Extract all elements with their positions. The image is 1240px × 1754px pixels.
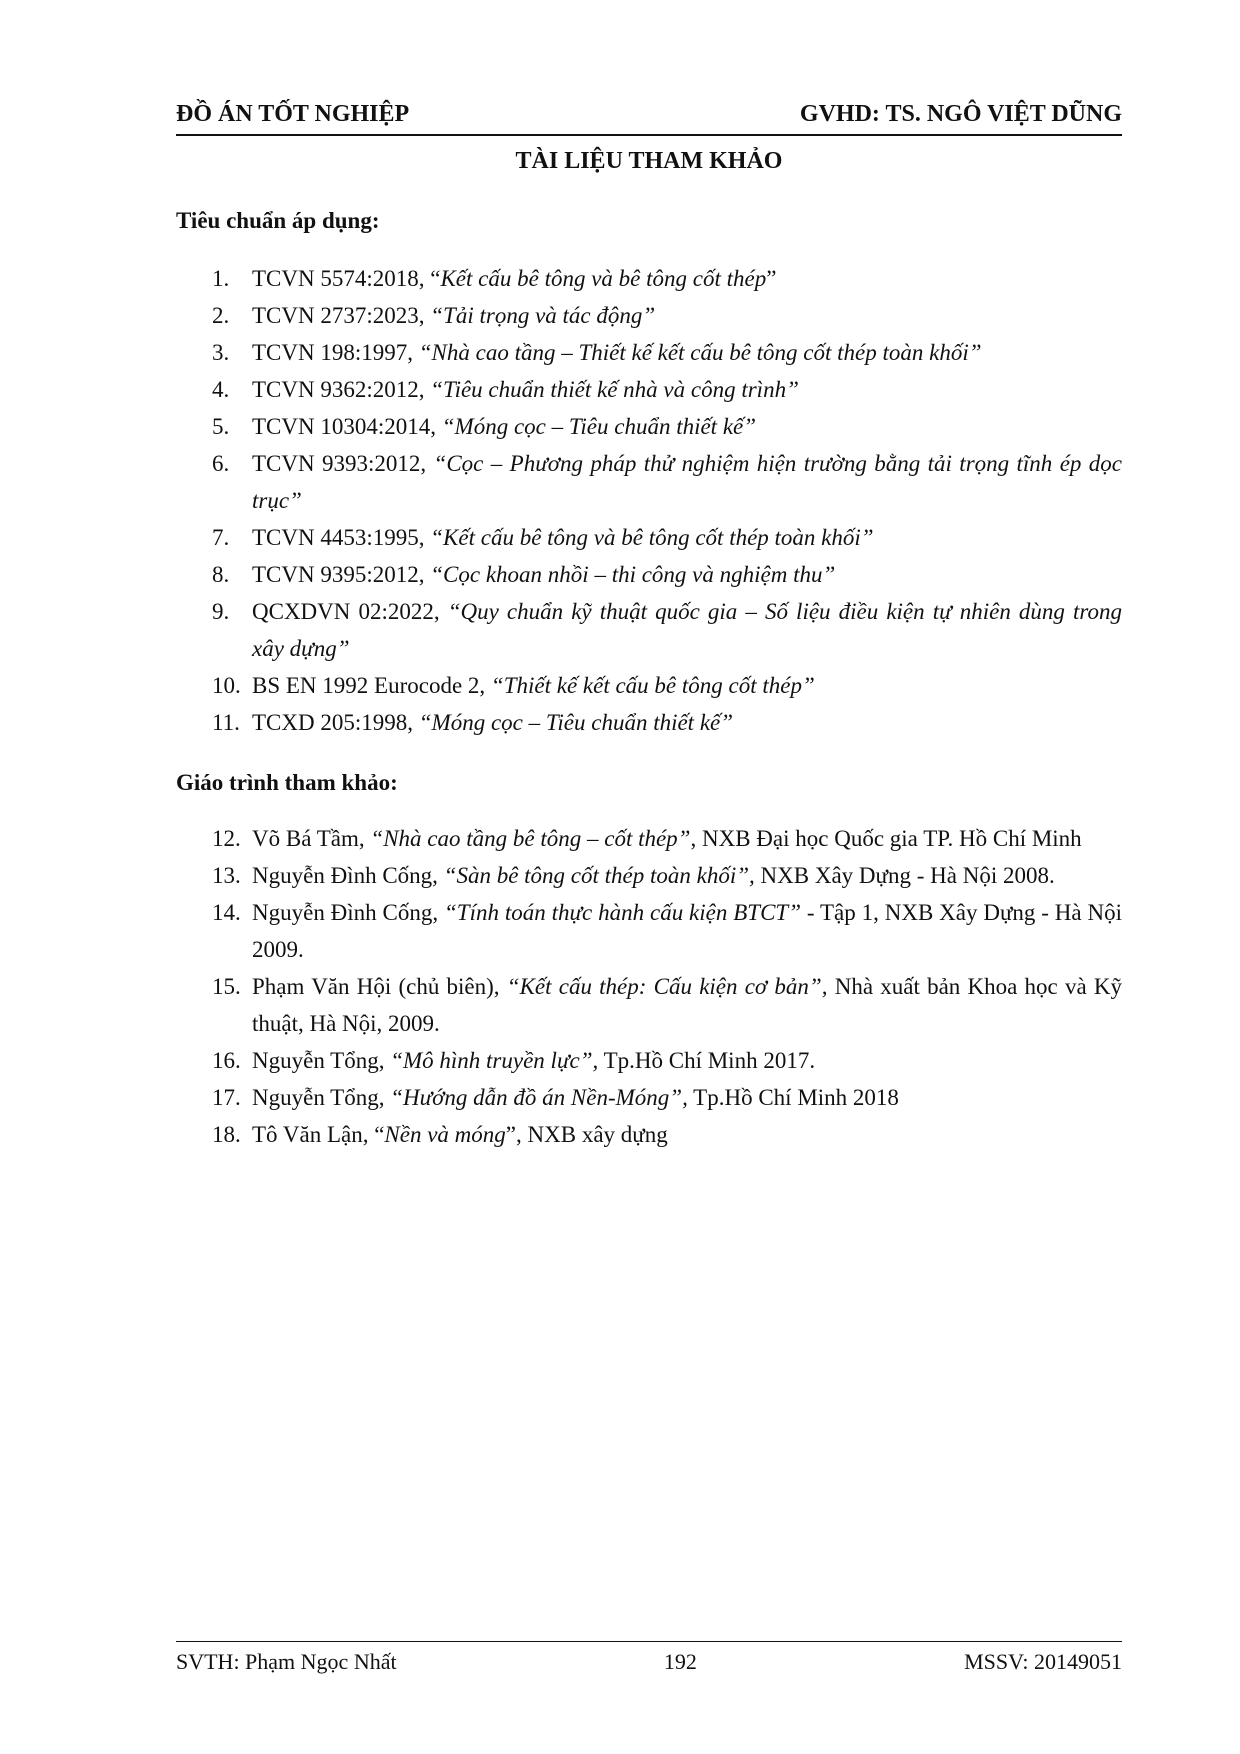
reference-title: “Tải trọng và tác động”: [430, 303, 656, 328]
reference-author: TCVN 9362:2012,: [252, 377, 431, 402]
reference-author: TCVN 9395:2012,: [252, 562, 431, 587]
reference-number: 16.: [212, 1048, 241, 1073]
reference-author: Nguyễn Tổng,: [252, 1048, 391, 1073]
reference-title: “Móng cọc – Tiêu chuẩn thiết kế”: [418, 710, 734, 735]
reference-item: [212, 820, 1122, 857]
reference-title: “Nhà cao tầng – Thiết kế kết cấu bê tông cốt thép toàn khối”: [418, 340, 982, 365]
reference-title: “Sàn bê tông cốt thép toàn khối”,: [443, 863, 755, 888]
reference-title: “Kết cấu bê tông và bê tông cốt thép toàn khối”: [430, 525, 874, 550]
reference-author: QCXDVN 02:2022,: [252, 599, 448, 624]
header-left: ĐỒ ÁN TỐT NGHIỆP: [176, 101, 410, 127]
reference-number: 10.: [212, 673, 241, 698]
reference-item: [212, 593, 1122, 667]
reference-item: [212, 445, 1122, 519]
reference-author: Nguyễn Đình Cống,: [252, 863, 444, 888]
reference-item: [212, 1042, 1122, 1079]
document-title: TÀI LIỆU THAM KHẢO: [515, 148, 783, 174]
footer-student-id: MSSV: 20149051: [964, 1649, 1122, 1674]
reference-number: 2.: [212, 303, 230, 328]
reference-item: [212, 1116, 1122, 1153]
reference-title: “Quy chuẩn kỹ thuật quốc gia – Số liệu điều kiện tự nhiên dùng trong xây dựng”: [252, 599, 1123, 661]
reference-number: 4.: [212, 377, 230, 402]
reference-title: “Hướng dẫn đồ án Nền-Móng”,: [390, 1085, 688, 1110]
reference-number: 14.: [212, 900, 241, 925]
reference-author: Võ Bá Tầm,: [252, 826, 371, 851]
footer-student: SVTH: Phạm Ngọc Nhất: [176, 1649, 397, 1674]
reference-item: [212, 408, 1122, 445]
reference-publisher: Tp.Hồ Chí Minh 2017.: [598, 1048, 816, 1073]
reference-author: TCVN 198:1997,: [252, 340, 419, 365]
reference-number: 5.: [212, 414, 230, 439]
page-header: [176, 84, 1122, 136]
reference-author: TCVN 10304:2014,: [252, 414, 442, 439]
reference-item: [212, 260, 1122, 297]
reference-number: 12.: [212, 826, 241, 851]
reference-title: “Tiêu chuẩn thiết kế nhà và công trình”: [430, 377, 799, 402]
reference-title: Nền và móng: [384, 1122, 506, 1147]
reference-number: 11.: [212, 710, 240, 735]
reference-number: 8.: [212, 562, 230, 587]
reference-number: 17.: [212, 1085, 241, 1110]
reference-publisher: NXB Xây Dựng - Hà Nội 2008.: [754, 863, 1055, 888]
reference-author: Nguyễn Đình Cống,: [252, 900, 445, 925]
reference-author: TCXD 205:1998,: [252, 710, 419, 735]
reference-number: 7.: [212, 525, 230, 550]
reference-author: BS EN 1992 Eurocode 2,: [252, 673, 491, 698]
reference-title: Kết cấu bê tông và bê tông cốt thép: [440, 266, 767, 291]
reference-author: TCVN 4453:1995,: [252, 525, 431, 550]
section-title-textbooks: Giáo trình tham khảo:: [176, 770, 398, 795]
reference-item: [212, 556, 1122, 593]
reference-number: 1.: [212, 266, 230, 291]
reference-author: TCVN 9393:2012,: [252, 451, 434, 476]
reference-title: “Móng cọc – Tiêu chuẩn thiết kế”: [441, 414, 757, 439]
reference-author: TCVN 5574:2018, “: [252, 266, 441, 291]
reference-publisher: , NXB Đại học Quốc gia TP. Hồ Chí Minh: [690, 826, 1082, 851]
reference-title: “Thiết kế kết cấu bê tông cốt thép”: [490, 673, 815, 698]
reference-item: [212, 857, 1122, 894]
header-right: GVHD: TS. NGÔ VIỆT DŨNG: [799, 101, 1122, 127]
reference-title: “Nhà cao tầng bê tông – cốt thép”: [370, 826, 691, 851]
reference-number: 15.: [212, 974, 241, 999]
reference-publisher: - Tập 1, NXB Xây Dựng - Hà Nội 2009.: [252, 900, 1122, 962]
page-footer: [176, 1641, 1122, 1682]
reference-item: [212, 297, 1122, 334]
reference-title: “Kết cấu thép: Cấu kiện cơ bản”,: [506, 974, 828, 999]
textbooks-list: [212, 820, 1122, 1153]
reference-publisher: Nhà xuất bản Khoa học và Kỹ thuật, Hà Nội, 2009.: [252, 974, 1122, 1036]
reference-item: [212, 1079, 1122, 1116]
reference-item: [212, 519, 1122, 556]
reference-item: [212, 704, 1122, 741]
reference-author: Tô Văn Lận, “: [252, 1122, 385, 1147]
reference-title: “Mô hình truyền lực”,: [390, 1048, 599, 1073]
reference-title: “Tính toán thực hành cấu kiện BTCT”: [444, 900, 802, 925]
reference-title: “Cọc khoan nhồi – thi công và nghiệm thu”: [430, 562, 836, 587]
reference-author: Phạm Văn Hội (chủ biên),: [252, 974, 507, 999]
reference-item: [212, 894, 1122, 968]
standards-list: [212, 260, 1122, 741]
reference-number: 6.: [212, 451, 230, 476]
reference-number: 9.: [212, 599, 230, 624]
reference-author: Nguyễn Tổng,: [252, 1085, 391, 1110]
reference-item: [212, 968, 1122, 1042]
reference-number: 18.: [212, 1122, 241, 1147]
reference-author: TCVN 2737:2023,: [252, 303, 431, 328]
reference-item: [212, 334, 1122, 371]
reference-number: 3.: [212, 340, 230, 365]
reference-number: 13.: [212, 863, 241, 888]
reference-title: “Cọc – Phương pháp thử nghiệm hiện trường bằng tải trọng tĩnh ép dọc trục”: [252, 451, 1122, 513]
section-title-standards: Tiêu chuẩn áp dụng:: [176, 208, 380, 233]
reference-item: [212, 371, 1122, 408]
reference-publisher: ”, NXB xây dựng: [505, 1122, 668, 1147]
page-number: 192: [663, 1649, 697, 1674]
reference-item: [212, 667, 1122, 704]
reference-publisher: ”: [766, 266, 777, 291]
reference-publisher: Tp.Hồ Chí Minh 2018: [687, 1085, 899, 1110]
